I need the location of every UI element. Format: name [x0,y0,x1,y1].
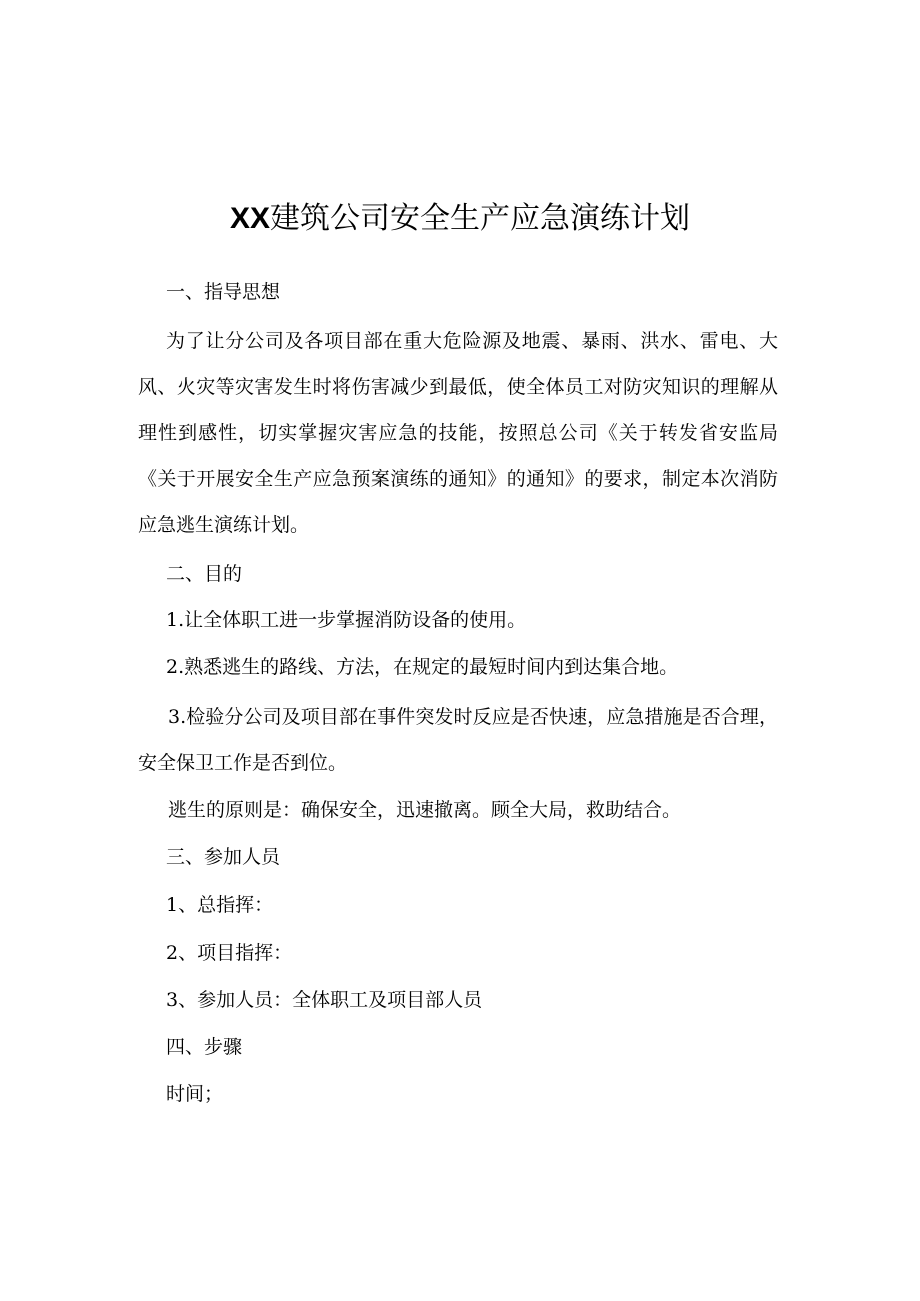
purpose-item-3: 3.检验分公司及项目部在事件突发时反应是否快速，应急措施是否合理，安全保卫工作是否到位。 [138,706,778,774]
title-prefix: XX [229,202,271,235]
escape-principle: 逃生的原则是：确保安全，迅速撤离。顾全大局，救助结合。 [168,799,682,821]
section-heading-participants: 三、参加人员 [166,846,281,868]
section-heading-purpose: 二、目的 [166,563,243,585]
section-heading-steps: 四、步骤 [166,1036,243,1058]
purpose-item-2: 2.熟悉逃生的路线、方法，在规定的最短时间内到达集合地。 [166,656,679,678]
guiding-ideology-paragraph: 为了让分公司及各项目部在重大危险源及地震、暴雨、洪水、雷电、大风、火灾等灾害发生时将伤害减少到最低，使全体员工对防灾知识的理解从理性到感性，切实掌握灾害应急的技能，按照总公司《关于转发省安监局《关于开展安全生产应急预案演练的通知》的通知》的要求，制定本次消防应急逃生演练计划。 [138,330,778,536]
participant-commander: 1、总指挥： [166,894,274,916]
participant-project-commander: 2、项目指挥： [166,942,293,964]
participant-members: 3、参加人员：全体职工及项目部人员 [166,989,483,1011]
title-text: 建筑公司安全生产应急演练计划 [270,201,691,236]
document-title [0,195,920,243]
purpose-item-1: 1.让全体职工进一步掌握消防设备的使用。 [166,609,527,631]
section-heading-guiding-ideology: 一、指导思想 [166,281,281,303]
time-label: 时间； [166,1083,224,1105]
